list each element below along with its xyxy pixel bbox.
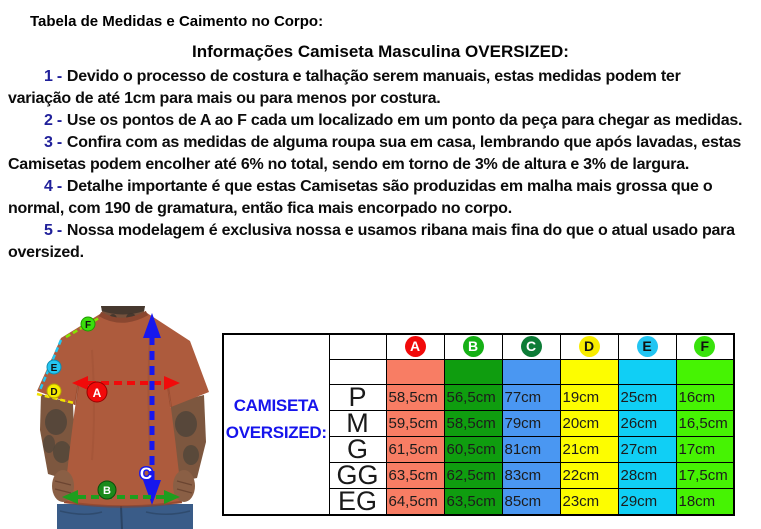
note-text: Nossa modelagem é exclusiva nossa e usamos ribana mais fina do que o atual usado para oversized. [8, 222, 735, 261]
note-number: 1 - [44, 68, 62, 85]
section-subtitle: Informações Camiseta Masculina OVERSIZED: [192, 42, 569, 61]
cell-EG-A: 64,5cm [386, 488, 444, 515]
cell-M-E: 26cm [618, 410, 676, 436]
note-number: 5 - [44, 222, 62, 239]
cell-P-F: 16cm [676, 384, 734, 410]
cell-P-C: 77cm [502, 384, 560, 410]
size-label: M [329, 410, 386, 436]
marker-A-label: A [92, 386, 102, 400]
band-size-cell [329, 359, 386, 384]
cell-M-D: 20cm [560, 410, 618, 436]
col-header-C [502, 334, 560, 359]
size-table [222, 333, 735, 516]
cell-EG-C: 85cm [502, 488, 560, 515]
size-label: GG [329, 462, 386, 488]
marker-F-label: F [84, 320, 92, 331]
corner-cell [329, 334, 386, 359]
cell-GG-D: 22cm [560, 462, 618, 488]
note-text: Confira com as medidas de alguma roupa sua em casa, lembrando que após lavadas, estas Camisetas podem encolher até 6% no total, sendo em torno de 3% de altura e 3% de largura. [8, 134, 742, 173]
col-header-D [560, 334, 618, 359]
jeans [57, 504, 193, 529]
cell-G-E: 27cm [618, 436, 676, 462]
size-label: G [329, 436, 386, 462]
cell-EG-F: 18cm [676, 488, 734, 515]
cell-GG-C: 83cm [502, 462, 560, 488]
arm-tattoo [45, 409, 67, 435]
note-number: 3 - [44, 134, 62, 151]
page-title: Tabela de Medidas e Caimento no Corpo: [30, 13, 324, 30]
note-text: Devido o processo de costura e talhação serem manuais, estas medidas podem ter variação de até 1cm para mais ou para menos por costura. [8, 68, 681, 107]
arm-tattoo [53, 441, 71, 463]
cell-M-B: 58,5cm [444, 410, 502, 436]
col-D-badge: D [579, 336, 600, 357]
note-item-4 [8, 176, 743, 220]
cell-P-B: 56,5cm [444, 384, 502, 410]
table-title-line2: OVERSIZED: [225, 423, 327, 443]
cell-GG-E: 28cm [618, 462, 676, 488]
cell-G-C: 81cm [502, 436, 560, 462]
cell-M-A: 59,5cm [386, 410, 444, 436]
cell-G-B: 60,5cm [444, 436, 502, 462]
table-title-line1: CAMISETA [233, 396, 319, 416]
band-cell-F [676, 359, 734, 384]
band-cell-B [444, 359, 502, 384]
table-header-row [223, 334, 734, 359]
notes-list [8, 66, 743, 264]
size-label: EG [329, 488, 386, 515]
note-item-2 [8, 110, 743, 132]
col-F-badge: F [694, 336, 715, 357]
col-A-badge: A [405, 336, 426, 357]
band-cell-D [560, 359, 618, 384]
cell-P-D: 19cm [560, 384, 618, 410]
arm-tattoo [175, 411, 197, 437]
marker-B-label: B [103, 485, 111, 497]
marker-D-label: D [50, 387, 58, 398]
note-item-5 [8, 220, 743, 264]
cell-P-E: 25cm [618, 384, 676, 410]
col-B-badge: B [463, 336, 484, 357]
cell-EG-E: 29cm [618, 488, 676, 515]
cell-GG-B: 62,5cm [444, 462, 502, 488]
cell-M-C: 79cm [502, 410, 560, 436]
table-title-cell [223, 334, 329, 515]
note-number: 4 - [44, 178, 62, 195]
cell-G-F: 17cm [676, 436, 734, 462]
note-text: Use os pontos de A ao F cada um localizado em um ponto da peça para chegar as medidas. [66, 112, 743, 129]
size-label: P [329, 384, 386, 410]
arm-tattoo [43, 435, 55, 453]
cell-EG-D: 23cm [560, 488, 618, 515]
cell-P-A: 58,5cm [386, 384, 444, 410]
col-header-F [676, 334, 734, 359]
tshirt-measurement-photo [0, 298, 235, 529]
col-C-badge: C [521, 336, 542, 357]
band-cell-A [386, 359, 444, 384]
cell-G-D: 21cm [560, 436, 618, 462]
col-E-badge: E [637, 336, 658, 357]
note-number: 2 - [44, 112, 62, 129]
note-item-3 [8, 132, 743, 176]
col-header-A [386, 334, 444, 359]
cell-EG-B: 63,5cm [444, 488, 502, 515]
cell-M-F: 16,5cm [676, 410, 734, 436]
arm-tattoo [183, 445, 199, 465]
cell-G-A: 61,5cm [386, 436, 444, 462]
band-cell-E [618, 359, 676, 384]
cell-GG-A: 63,5cm [386, 462, 444, 488]
col-header-E [618, 334, 676, 359]
marker-E-label: E [50, 363, 58, 374]
marker-C-label: C [139, 464, 153, 483]
note-item-1 [8, 66, 743, 110]
cell-GG-F: 17,5cm [676, 462, 734, 488]
note-text: Detalhe importante é que estas Camisetas são produzidas em malha mais grossa que o normal, com 190 de gramatura, então fica mais encorpado no corpo. [8, 178, 713, 217]
col-header-B [444, 334, 502, 359]
band-cell-C [502, 359, 560, 384]
